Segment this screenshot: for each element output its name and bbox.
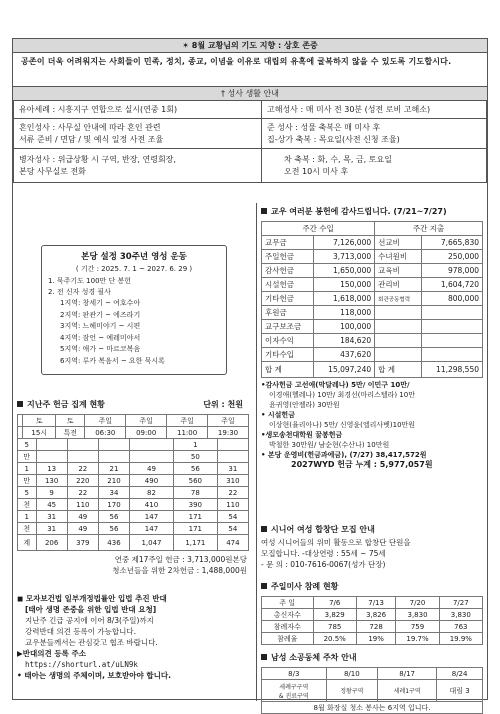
table-cell: 1,047 xyxy=(130,535,174,551)
table-row xyxy=(262,264,483,278)
table-cell: 171 xyxy=(173,523,217,535)
table-cell: 22 xyxy=(217,487,248,499)
total-cell: 합 계 xyxy=(262,362,314,378)
table-row xyxy=(18,511,249,523)
table-cell xyxy=(422,348,483,362)
thanks-line: 윤귀영(안젤라) 30만원 xyxy=(269,401,340,409)
table-row xyxy=(262,334,483,348)
table-cell: 184,620 xyxy=(314,334,375,348)
table-cell: 세례1구역 xyxy=(378,680,437,702)
table-cell: 기타수입 xyxy=(262,348,314,362)
table-row xyxy=(18,427,249,439)
list-item: 5지역: 애가 ~ 마르코복음 xyxy=(60,345,141,353)
header-cell: 15시 xyxy=(23,427,56,439)
table-cell: 220 xyxy=(67,475,98,487)
table-row xyxy=(262,621,483,633)
table-cell: 978,000 xyxy=(422,264,483,278)
choir-title: 시니어 여성 합창단 모집 안내 xyxy=(271,525,375,534)
table-row xyxy=(262,348,483,362)
table-cell: 교구보조금 xyxy=(262,320,314,334)
table-row xyxy=(262,292,483,306)
income-title: 주간 수입 xyxy=(262,222,375,236)
collection-unit: 단위 : 천원 xyxy=(203,400,243,409)
table-row xyxy=(18,535,249,551)
petition-link-label: ▶반대의견 등록 주소 xyxy=(17,649,86,658)
thanks-line: •감사헌금 고선애(막달레나) 5만/ 이민구 10만/ xyxy=(261,381,410,389)
header-cell: 토 xyxy=(56,415,85,427)
total-cell: 15,097,240 xyxy=(314,362,375,378)
table-cell: 만 xyxy=(18,451,37,463)
collection-footer: 청소년들을 위한 2차헌금 : 1,488,000원 xyxy=(112,566,247,575)
table-cell: 210 xyxy=(98,475,129,487)
petition-link[interactable]: https://shorturl.at/uLN9k xyxy=(25,660,138,669)
table-cell: 310 xyxy=(217,475,248,487)
table-cell: 1,650,000 xyxy=(314,264,375,278)
table-row xyxy=(262,597,483,609)
table-cell: 22 xyxy=(67,487,98,499)
petition-title: ◼ 모자보건법 일부개정법률안 입법 추진 반대 xyxy=(17,594,167,603)
table-cell: 19.9% xyxy=(439,633,482,645)
table-row xyxy=(262,278,483,292)
table-cell: 22 xyxy=(67,463,98,475)
mission-period: ( 기간 : 2025. 7. 1 ~ 2027. 6. 29 ) xyxy=(75,265,193,273)
table-cell: 5 xyxy=(18,487,37,499)
table-row xyxy=(18,415,249,427)
table-cell: 감사헌금 xyxy=(262,264,314,278)
table-row xyxy=(18,463,249,475)
finance-header xyxy=(261,205,485,219)
collection-title: 지난주 헌금 집계 현황 xyxy=(27,400,105,409)
thanks-line: 이경애(헬레나) 10만/ 최경선(마리스텔라) 10만 xyxy=(269,391,415,399)
table-cell xyxy=(422,306,483,320)
header-cell: 주일 xyxy=(208,415,249,427)
header-cell: 8/24 xyxy=(437,668,483,680)
choir-line: - 문 의 : 010-7616-0067(성가 단장) xyxy=(261,560,386,569)
table-cell xyxy=(67,451,98,463)
table-cell xyxy=(130,451,174,463)
table-cell: 118,000 xyxy=(314,306,375,320)
table-cell: 3,713,000 xyxy=(314,250,375,264)
header-cell: 주 일 xyxy=(262,597,314,609)
left-column xyxy=(13,203,257,701)
service-cell: 고해성사 : 매 미사 전 30분 (성전 로비 고해소) xyxy=(262,101,487,119)
table-cell: 9 xyxy=(36,487,67,499)
table-cell: 정왕구역 xyxy=(326,680,378,702)
header-cell: 19:30 xyxy=(208,427,249,439)
square-bullet-icon xyxy=(261,208,267,214)
table-cell xyxy=(422,334,483,348)
collection-header xyxy=(17,398,253,412)
table-cell: 54 xyxy=(217,523,248,535)
table-cell xyxy=(375,334,422,348)
table-cell: 800,000 xyxy=(422,292,483,306)
mission-item: 1. 묵주기도 100만 단 봉헌 xyxy=(48,277,132,285)
table-cell: 1 xyxy=(18,463,37,475)
table-cell: 50 xyxy=(173,451,217,463)
choir-line: 여성 시니어들의 위미 활동으로 합창단 단원을 xyxy=(261,538,411,547)
table-cell: 31 xyxy=(36,523,67,535)
table-cell: 기타헌금 xyxy=(262,292,314,306)
table-cell: 3,829 xyxy=(313,609,356,621)
table-cell: 31 xyxy=(217,463,248,475)
table-cell xyxy=(375,306,422,320)
square-bullet-icon xyxy=(17,401,23,407)
table-cell: 560 xyxy=(173,475,217,487)
table-cell: 5 xyxy=(18,439,37,451)
collection-section xyxy=(17,398,253,576)
table-cell: 147 xyxy=(130,511,174,523)
header-cell: 7/20 xyxy=(396,597,439,609)
finance-section xyxy=(257,203,489,472)
mass-stats-title: 주일미사 참례 현황 xyxy=(271,582,339,591)
table-cell: 교무금 xyxy=(262,236,314,250)
table-cell: 728 xyxy=(356,621,396,633)
table-cell: 170 xyxy=(98,499,129,511)
mass-stats-table xyxy=(261,596,483,645)
table-cell xyxy=(375,320,422,334)
table-cell: 7,126,000 xyxy=(314,236,375,250)
header-cell: 주일 xyxy=(126,415,167,427)
table-cell xyxy=(98,439,129,451)
list-item: 4지역: 잠언 ~ 예레미야서 xyxy=(60,333,141,342)
parking-title: 남성 소공동체 주차 안내 xyxy=(271,653,357,662)
table-cell: 56 xyxy=(98,511,129,523)
table-row xyxy=(262,306,483,320)
table-row xyxy=(18,451,249,463)
table-row xyxy=(14,101,487,119)
collection-table xyxy=(17,414,249,439)
table-cell: 3,830 xyxy=(439,609,482,621)
table-cell: 785 xyxy=(313,621,356,633)
table-row xyxy=(262,633,483,645)
header-cell: 특전 xyxy=(56,427,85,439)
table-cell: 410 xyxy=(130,499,174,511)
finance-table xyxy=(261,221,483,378)
table-cell: 1,604,720 xyxy=(422,278,483,292)
table-row xyxy=(262,609,483,621)
table-cell: 관리비 xyxy=(375,278,422,292)
table-cell: 3,830 xyxy=(396,609,439,621)
table-cell: 천 xyxy=(18,523,37,535)
table-cell: 세례구구역 & 진료구역 xyxy=(262,680,327,702)
table-cell: 회관공동협력 xyxy=(375,292,422,306)
table-cell: 20.5% xyxy=(313,633,356,645)
table-row xyxy=(18,475,249,487)
youth-label: •생모송천대학원 꿀봉헌금 xyxy=(261,431,343,439)
list-item: 6지역: 루카 복음서 ~ 요한 묵시록 xyxy=(60,356,165,365)
table-row xyxy=(14,119,487,149)
choir-line: 모집합니다. -대상연령 : 55세 ~ 75세 xyxy=(261,549,386,558)
service-cell: 혼인성사 : 사무실 안내에 따라 혼인 관련 서류 준비 / 면담 / 및 예식 일정 사전 조율 xyxy=(14,119,262,149)
table-cell: 54 xyxy=(217,511,248,523)
table-cell: 이자수익 xyxy=(262,334,314,348)
table-row xyxy=(18,487,249,499)
table-cell: 주일헌금 xyxy=(262,250,314,264)
list-item: 2지역: 판관기 ~ 에즈라기 xyxy=(60,310,141,319)
mission-item: 2. 전 신자 성경 필사 xyxy=(48,288,111,296)
table-cell xyxy=(422,320,483,334)
table-cell: 대림 3 xyxy=(437,680,483,702)
table-cell: 490 xyxy=(130,475,174,487)
table-cell: 참례율 xyxy=(262,633,314,645)
table-row xyxy=(18,499,249,511)
total-line: • 본당 운영비(헌금과에금), (7/27) 38,417,572원 xyxy=(261,451,427,459)
prayer-title: ✶ 8월 교황님의 기도 지향 : 상호 존중 xyxy=(13,39,487,53)
petition-line: 교우분들께서는 관심갖고 협조 바랍니다. xyxy=(25,638,158,647)
mass-stats-section xyxy=(261,580,485,645)
square-bullet-icon xyxy=(261,526,267,532)
total-cell: 11,298,550 xyxy=(422,362,483,378)
petition-sub: [태아 생명 존중을 위한 입법 반대 요청] xyxy=(25,605,157,614)
table-row xyxy=(262,702,483,714)
right-column xyxy=(257,203,489,712)
table-cell: 34 xyxy=(98,487,129,499)
youth-line: 박철한 30만원/ 남순현(수산나) 10만원 xyxy=(269,441,390,449)
choir-header xyxy=(261,523,485,537)
table-cell: 21 xyxy=(98,463,129,475)
table-cell: 100,000 xyxy=(314,320,375,334)
list-item: 1지역: 창세기 ~ 여호수아 xyxy=(60,299,141,307)
table-cell: 1,171 xyxy=(173,535,217,551)
table-cell xyxy=(375,348,422,362)
table-cell: 수녀원비 xyxy=(375,250,422,264)
table-cell: 78 xyxy=(173,487,217,499)
header-cell: 7/6 xyxy=(313,597,356,609)
table-cell: 379 xyxy=(67,535,98,551)
table-cell: 31 xyxy=(36,511,67,523)
table-cell xyxy=(130,439,174,451)
header-cell: 8/10 xyxy=(326,668,378,680)
table-cell: 7,665,830 xyxy=(422,236,483,250)
service-cell: 차 축복 : 화, 수, 목, 금, 토요일 오전 10시 미사 후 xyxy=(262,149,487,183)
mission-box xyxy=(41,245,227,375)
parking-section xyxy=(261,651,485,714)
service-cell: 준 성사 : 성물 축복은 매 미사 후 집-상가 축복 : 목요일(사전 신청 조율) xyxy=(262,119,487,149)
table-row xyxy=(262,320,483,334)
table-cell: 759 xyxy=(396,621,439,633)
table-cell: 3,826 xyxy=(356,609,396,621)
table-cell: 147 xyxy=(130,523,174,535)
table-cell: 후원금 xyxy=(262,306,314,320)
petition-line: 지난주 긴급 공지에 이어 8/3(주일)까지 xyxy=(25,616,154,625)
table-cell: 82 xyxy=(130,487,174,499)
table-cell: 171 xyxy=(173,511,217,523)
table-row xyxy=(262,680,483,702)
table-cell xyxy=(36,439,67,451)
facility-line: 이상현(율리아나) 5만/ 신영윤(엘리사벳)10만원 xyxy=(269,421,416,429)
petition-line: 강력반대 의견 등록이 가능합니다. xyxy=(25,627,136,636)
choir-section xyxy=(261,523,485,570)
header-cell: 주일 xyxy=(85,415,126,427)
table-cell: 56 xyxy=(98,523,129,535)
table-cell: 763 xyxy=(439,621,482,633)
header-cell: 7/13 xyxy=(356,597,396,609)
table-cell: 436 xyxy=(98,535,129,551)
table-cell: 계 xyxy=(18,535,37,551)
header-cell: 06:30 xyxy=(85,427,126,439)
services-title: † 성사 생활 안내 xyxy=(13,87,487,101)
service-cell: 병자성사 : 위급상황 시 구역, 반장, 연령회장, 본당 사무실로 전화 xyxy=(14,149,262,183)
table-cell: 1,618,000 xyxy=(314,292,375,306)
list-item: 3지역: 느헤미야기 ~ 시편 xyxy=(60,322,141,330)
table-row xyxy=(14,149,487,183)
header-cell: 8/3 xyxy=(262,668,327,680)
table-row xyxy=(262,250,483,264)
table-cell xyxy=(67,439,98,451)
table-cell: 교육비 xyxy=(375,264,422,278)
table-cell: 19% xyxy=(356,633,396,645)
services-table xyxy=(13,100,487,183)
total-cell: 합 계 xyxy=(375,362,422,378)
mission-title: 본당 설정 30주년 영성 운동 xyxy=(81,252,187,262)
table-cell: 49 xyxy=(67,511,98,523)
expense-title: 주간 지출 xyxy=(375,222,483,236)
table-cell: 150,000 xyxy=(314,278,375,292)
table-row xyxy=(262,362,483,378)
table-cell: 만 xyxy=(18,475,37,487)
petition-section xyxy=(17,593,253,681)
thanks-block xyxy=(261,380,485,470)
header-cell: 09:00 xyxy=(126,427,167,439)
table-cell: 390 xyxy=(173,499,217,511)
table-cell: 250,000 xyxy=(422,250,483,264)
table-cell: 110 xyxy=(67,499,98,511)
table-cell: 474 xyxy=(217,535,248,551)
parking-header xyxy=(261,651,485,665)
header-cell: 8/17 xyxy=(378,668,437,680)
table-cell: 56 xyxy=(173,463,217,475)
table-cell: 1 xyxy=(173,439,217,451)
table-cell: 천 xyxy=(18,499,37,511)
table-row xyxy=(18,439,249,451)
bulletin-page xyxy=(12,38,488,712)
table-cell: 총신자수 xyxy=(262,609,314,621)
table-cell: 437,620 xyxy=(314,348,375,362)
header-cell: 토 xyxy=(23,415,56,427)
table-cell: 45 xyxy=(36,499,67,511)
square-bullet-icon xyxy=(261,583,267,589)
parking-footer: 8월 화장실 청소 봉사는 6지역 입니다. xyxy=(262,702,483,714)
facility-label: • 시설헌금 xyxy=(261,411,295,419)
table-row xyxy=(18,523,249,535)
service-cell: 유아세례 : 시흥지구 연합으로 실시(연중 1회) xyxy=(14,101,262,119)
collection-body xyxy=(17,438,249,551)
finance-title: 교우 여러분 봉헌에 감사드립니다. (7/21~7/27) xyxy=(271,207,447,216)
collection-footer: 연중 제17주일 헌금 : 3,713,000원본당 xyxy=(114,555,247,564)
table-cell: 선교비 xyxy=(375,236,422,250)
table-cell: 130 xyxy=(36,475,67,487)
table-row xyxy=(262,668,483,680)
parking-table xyxy=(261,667,483,714)
table-cell: 19.7% xyxy=(396,633,439,645)
header-cell: 7/27 xyxy=(439,597,482,609)
prayer-text: 공존이 더욱 어려워지는 사회들이 민족, 정치, 종교, 이념을 이유로 대립의 유혹에 굴복하지 않을 수 있도록 기도합시다. xyxy=(13,53,487,87)
table-row xyxy=(262,222,483,236)
table-cell: 13 xyxy=(36,463,67,475)
table-cell xyxy=(36,451,67,463)
table-cell: 참례자수 xyxy=(262,621,314,633)
table-cell: 110 xyxy=(217,499,248,511)
table-cell: 49 xyxy=(67,523,98,535)
table-cell xyxy=(98,451,129,463)
mission-regions xyxy=(42,298,226,367)
table-cell: 49 xyxy=(130,463,174,475)
petition-footer: • 태아는 생명의 주체이며, 보호받아야 합니다. xyxy=(17,671,171,680)
mass-stats-header xyxy=(261,580,485,594)
table-cell: 206 xyxy=(36,535,67,551)
table-cell: 시설헌금 xyxy=(262,278,314,292)
table-cell xyxy=(217,439,248,451)
wyd-line: 2027WYD 헌금 누계 : 5,977,057원 xyxy=(291,460,433,469)
square-bullet-icon xyxy=(261,654,267,660)
table-row xyxy=(262,236,483,250)
header-cell: 11:00 xyxy=(167,427,208,439)
table-cell: 1 xyxy=(18,511,37,523)
header-cell: 주일 xyxy=(167,415,208,427)
table-cell xyxy=(217,451,248,463)
